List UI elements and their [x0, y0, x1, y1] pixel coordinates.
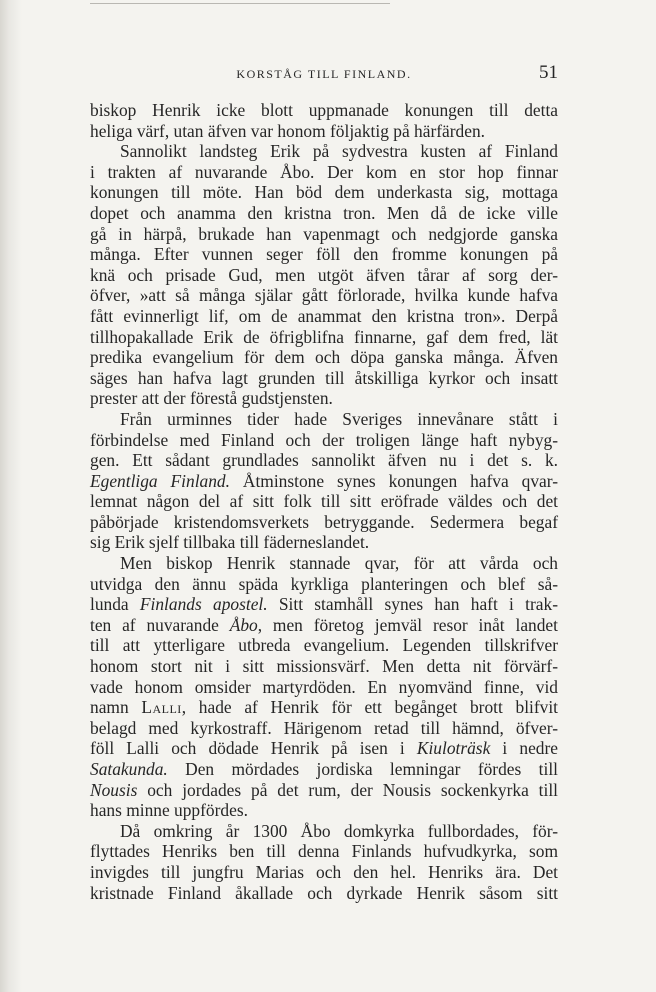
text-run: sig Erik sjelf tillbaka till fäderneslandet. [90, 532, 370, 553]
text-run: säges han hafva lagt grunden till åtskilliga kyrkor och insatt [90, 367, 558, 388]
text-run: vade honom omsider martyrdöden. En nyomvänd finne, vid [90, 676, 558, 697]
page-number: 51 [539, 62, 558, 83]
text-run: Från urminnes tider hade Sveriges innevånare stått i [120, 408, 558, 429]
page-edge-shadow [0, 0, 22, 992]
text-run: i nedre [490, 738, 558, 759]
text-run: gå in härpå, brukade han vapenmagt och nedgjorde ganska [90, 223, 558, 244]
text-run: ten af nuvarande [90, 614, 230, 635]
text-line [90, 738, 558, 759]
text-line [90, 306, 558, 327]
italic-text: Satakunda. [90, 759, 168, 779]
text-line [90, 821, 558, 842]
text-line [90, 182, 558, 203]
text-line [90, 327, 558, 348]
body-text [90, 100, 558, 903]
text-line [90, 265, 558, 286]
text-line [90, 368, 558, 389]
text-run: , men företog jemväl resor inåt landet [257, 614, 558, 635]
text-line [90, 471, 558, 492]
text-run: flyttades Henriks ben till denna Finlands hufvudkyrka, som [90, 841, 558, 862]
text-run: Åtminstone synes konungen hafva qvar- [229, 470, 558, 491]
text-line [90, 224, 558, 245]
italic-text: Nousis [90, 779, 138, 800]
text-run: förbindelse med Finland och der troligen länge haft nybyg- [90, 429, 558, 450]
text-line [90, 677, 558, 698]
text-run: Men biskop Henrik stannade qvar, för att vårda och [120, 553, 558, 574]
text-line [90, 100, 558, 121]
text-run: i trakten af nuvarande Åbo. Der kom en stor hop finnar [90, 161, 558, 182]
text-line [90, 409, 558, 430]
text-line [90, 718, 558, 739]
text-run: honom stort nit i sitt missionsvärf. Men detta nit förvärf- [90, 656, 558, 677]
text-run: gen. Ett sådant grundlades sannolikt äfven nu i det s. k. [90, 450, 558, 471]
text-run: Sannolikt landsteg Erik på sydvestra kusten af Finland [120, 141, 558, 162]
text-run: predika evangelium för dem och döpa ganska många. Äfven [90, 347, 558, 368]
text-run: prester att der förestå gudstjensten. [90, 388, 333, 409]
text-line [90, 162, 558, 183]
text-line [90, 450, 558, 471]
italic-text: Finlands apostel. [139, 594, 268, 615]
text-run: lunda [90, 594, 140, 615]
text-line [90, 121, 558, 142]
text-run: Då omkring år 1300 Åbo domkyrka fullbordades, för- [120, 820, 558, 841]
running-head [90, 62, 558, 86]
text-line [90, 656, 558, 677]
text-run: fått evinnerligt lif, om de anammat den kristna tron». Derpå [90, 305, 558, 326]
text-run: hans minne uppfördes. [90, 800, 248, 821]
text-run: många. Efter vunnen seger föll den fromme konungen på [90, 244, 558, 265]
text-line [90, 615, 558, 636]
text-line [90, 347, 558, 368]
text-line [90, 430, 558, 451]
text-line [90, 512, 558, 533]
italic-text: Kiuloträsk [416, 738, 491, 759]
running-title: KORSTÅG TILL FINLAND. [236, 67, 412, 81]
text-run: Sitt stamhåll synes han haft i trak- [267, 594, 558, 615]
text-line [90, 532, 558, 553]
text-run: knä och prisade Gud, men utgöt äfven tårar af sorg der- [90, 264, 558, 285]
text-line [90, 862, 558, 883]
text-line [90, 285, 558, 306]
text-run: lemnat någon del af sitt folk till sitt eröfrade väldes och det [90, 491, 558, 512]
text-run: , hade af Henrik för ett begånget brott blifvit [181, 697, 559, 718]
text-line [90, 491, 558, 512]
text-line [90, 759, 558, 780]
text-line [90, 780, 558, 801]
text-line [90, 800, 558, 821]
text-run: utvidga den ännu späda kyrkliga planteringen och blef så- [90, 573, 558, 594]
top-rule [90, 3, 390, 4]
text-run: invigdes till jungfru Marias och den hel. Henriks ära. Det [90, 861, 558, 882]
text-run: biskop Henrik icke blott uppmanade konungen till detta [90, 100, 558, 120]
text-run: heliga värf, utan äfven var honom följaktig på härfärden. [90, 120, 485, 141]
text-line [90, 203, 558, 224]
text-run: dopet och anamma den kristna tron. Men då de icke ville [90, 202, 558, 223]
text-run: namn [90, 697, 142, 718]
text-run: Den mördades jordiska lemningar fördes till [167, 759, 558, 779]
text-line [90, 141, 558, 162]
small-caps-text: Lalli [141, 697, 182, 718]
text-run: påbörjade kristendomsverkets betryggande. Sedermera begaf [90, 511, 558, 532]
text-run: tillhopakallade Erik de öfrigblifna finnarne, gaf dem fred, lät [90, 326, 558, 347]
text-run: och jordades på det rum, der Nousis sockenkyrka till [137, 779, 558, 800]
italic-text: Åbo [229, 614, 258, 635]
text-run: belagd med kyrkostraff. Härigenom retad till hämnd, öfver- [90, 717, 558, 738]
text-run: kristnade Finland åkallade och dyrkade Henrik såsom sitt [90, 882, 558, 903]
text-run: öfver, »att så många själar gått förlorade, hvilka kunde hafva [90, 285, 558, 306]
text-run: till att ytterligare utbreda evangelium. Legenden tillskrifver [90, 635, 558, 656]
text-line [90, 635, 558, 656]
text-line [90, 883, 558, 904]
text-line [90, 841, 558, 862]
text-run: föll Lalli och dödade Henrik på isen i [90, 738, 417, 759]
text-line [90, 594, 558, 615]
text-line [90, 574, 558, 595]
text-line [90, 388, 558, 409]
text-line [90, 244, 558, 265]
italic-text: Egentliga Finland. [90, 470, 230, 491]
text-line [90, 553, 558, 574]
text-line [90, 697, 558, 718]
text-run: konungen till möte. Han böd dem underkasta sig, mottaga [90, 182, 558, 203]
